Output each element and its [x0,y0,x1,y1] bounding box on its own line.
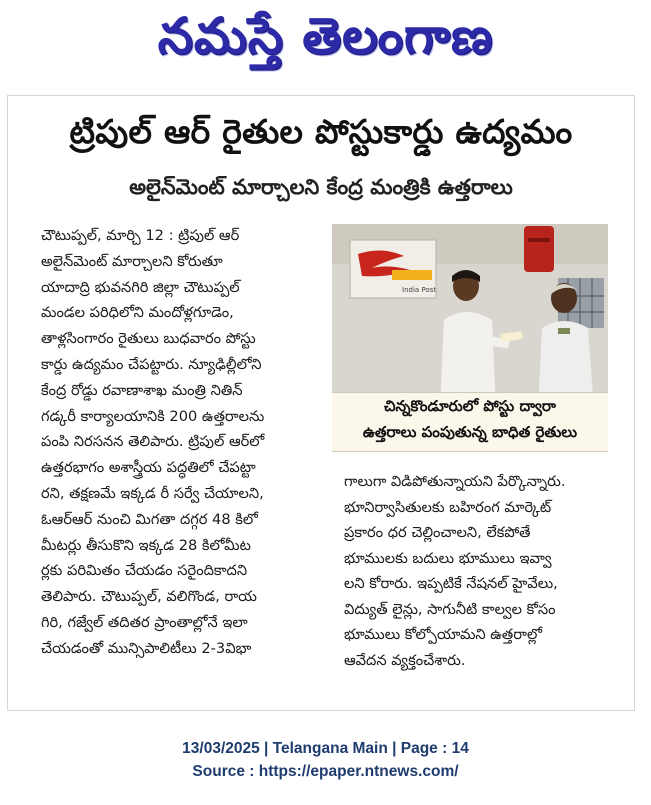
body-line: తాళ్లసింగారం రైతులు బుధవారం పోస్టు [41,330,256,348]
masthead [0,0,651,92]
publication-info: 13/03/2025 | Telangana Main | Page : 14 [182,740,469,757]
farmers-at-post-office-photo [332,224,608,410]
article-subheadline: అలైన్‌మెంట్ మార్చాలని కేంద్ర మంత్రికి ఉత్తరాలు [129,175,513,199]
source-url: Source : https://epaper.ntnews.com/ [192,763,459,780]
body-line: గాలుగా విడిపోతున్నాయని పేర్కొన్నారు. [344,473,566,490]
body-line: గిరి, గజ్వేల్ తదితర ప్రాంతాల్లోనే ఇలా [41,613,248,631]
article-clipping [7,95,635,711]
article-body-left-column [41,223,327,662]
photo-caption [332,392,608,452]
body-line: అలైన్‌మెంట్ మార్చాలని కోరుతూ [41,252,223,270]
post-box-icon [524,226,554,272]
body-line: ప్రకారం ధర చెల్లించాలని, లేకపోతే [344,524,531,541]
body-line: రని, తక్షణమే ఇక్కడ రీ సర్వే చేయాలని, [41,484,264,502]
body-line: యాదాద్రి భువనగిరి జిల్లా చౌటుప్పల్ [41,278,240,296]
body-line: మండల పరిధిలోని మందోళ్లగూడెం, [41,304,234,322]
body-line: పంపి నిరసనన తెలిపారు. ట్రిపుల్ ఆర్‌లో [41,433,265,451]
article-body-right-column [344,469,614,673]
caption-line: చిన్నకొండూరులో పోస్టు ద్వారా [384,397,556,415]
body-line: ఆవేదన వ్యక్తంచేశారు. [344,651,466,669]
body-line: భూములు కోల్పోయామని ఉత్తరాల్లో [344,626,542,643]
sign-text: India Post [402,286,437,294]
body-line: భూములకు బదులు భూములు ఇవ్వా [344,549,552,567]
article-photo [332,224,608,410]
body-line: చౌటుప్పల్, మార్చి 12 : ట్రిపుల్ ఆర్ [41,227,240,244]
body-line: గడ్కరీ కార్యాలయానికి 200 ఉత్తరాలను [41,407,265,425]
body-line: ర్లకు పరిమితం చేయడం సరైందికాదని [41,562,248,580]
body-line: ఓఆర్ఆర్ నుంచి మిగతా దగ్గర 48 కిలో [41,510,258,528]
caption-line: ఉత్తరాలు పంపుతున్న బాధిత రైతులు [362,423,578,441]
body-line: ఉత్తరభాగం అశాస్త్రీయ పద్ధతిలో చేపట్టా [41,459,256,477]
body-line: భూనిర్వాసితులకు బహిరంగ మార్కెట్ [344,498,552,516]
newspaper-logo: నమస్తే తెలంగాణ [157,6,494,65]
body-line: లని కోరారు. ఇప్పటికే నేషనల్ హైవేలు, [344,575,558,592]
body-line: మీటర్లు తీసుకొని ఇక్కడ 28 కిలోమీట [41,536,251,554]
body-line: కేంద్ర రోడ్డు రవాణాశాఖ మంత్రి నితిన్ [41,381,243,399]
body-line: కార్డు ఉద్యమం చేపట్టారు. న్యూఢిల్లీలోని [41,355,262,373]
article-headline: ట్రిపుల్ ఆర్ రైతుల పోస్టుకార్డు ఉద్యమం [69,112,573,151]
body-line: చేయడంతో మున్సిపాలిటీలు 2-3విభా [41,639,252,657]
body-line: తెలిపారు. చౌటుప్పల్, వలిగొండ, రాయ [41,588,257,606]
body-line: విద్యుత్ లైన్లు, సాగునీటి కాల్వల కోసం [344,600,556,618]
